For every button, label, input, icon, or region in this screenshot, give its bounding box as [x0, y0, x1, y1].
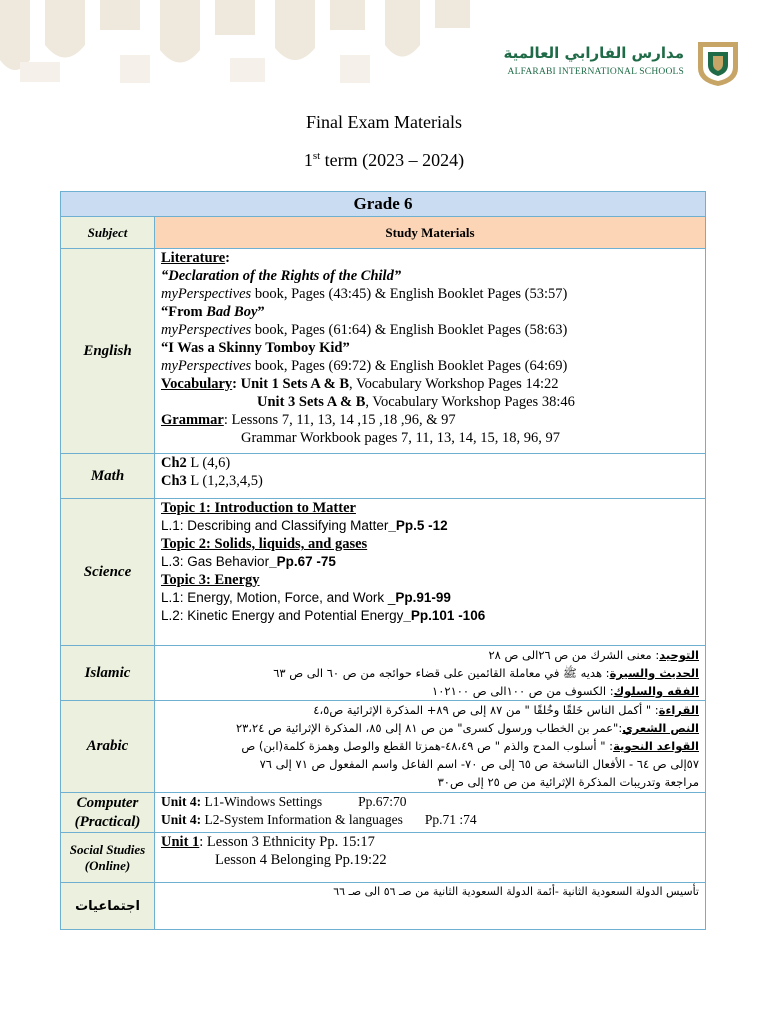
school-logo: [503, 38, 742, 88]
school-name-arabic: مدارس الفارابي العالمية: [503, 44, 684, 62]
table-row-math: [61, 454, 706, 499]
table-row-social-studies: [61, 833, 706, 883]
subject-islamic: Islamic: [61, 646, 155, 701]
computer-materials: Unit 4: L1-Windows Settings Pp.67:70 Unit 4: L2-System Information & languages Pp.71 :74: [155, 793, 706, 833]
subject-social-studies: Social Studies (Online): [61, 833, 155, 883]
table-row-computer: [61, 793, 706, 833]
arabic-materials: القراءة: " أكمل الناس خَلقًا وخُلقًا " من ٨٧ إلى ص ٨٩+ المذكرة الإثرائية ص٤،٥ النص الشعري:"عمر بن الخطاب ورسول كسرى" من ص ٨١ إلى ٨٥، المذكرة الإثرائية ص ٢٣،٢٤ القواعد النحوية: " أسلوب المدح والذم " ص ٤٨،٤٩-همزتا القطع والوصل وهمزة كلمة(ابن) ص ٥٧إلى ص ٦٤ - الأفعال الناسخة ص ٦٥ إلى ص ٧٠- اسم الفاعل واسم المفعول ص ٧١ إلى ٧٦ مراجعة وتدريبات المذكرة الإثرائية من ص ٢٥ إلى ص٣٠: [155, 701, 706, 793]
school-emblem-icon: [694, 38, 742, 88]
subject-ijtimaiyat: اجتماعيات: [61, 883, 155, 930]
table-row-english: [61, 249, 706, 454]
subject-arabic: Arabic: [61, 701, 155, 793]
header-decoration: [0, 0, 470, 90]
materials-column-header: Study Materials: [155, 217, 706, 249]
english-materials: Literature: “Declaration of the Rights of the Child” myPerspectives book, Pages (43:45) & English Booklet Pages (53:57) “From Bad Boy” myPerspectives book, Pages (61:64) & English Booklet Pages (58:63) “I Was a Skinny Tomboy Kid” myPerspectives book, Pages (69:72) & English Booklet Pages (64:69) Vocabulary: Unit 1 Sets A & B, Vocabulary Workshop Pages 14:22 Unit 3 Sets A & B, Vocabulary Workshop Pages 38:46 Grammar: Lessons 7, 11, 13, 14 ,15 ,18 ,96, & 97 Grammar Workbook pages 7, 11, 13, 14, 15, 18, 96, 97: [155, 249, 706, 454]
subject-computer: Computer (Practical): [61, 793, 155, 833]
term-line: 1st term (2023 – 2024): [303, 150, 465, 170]
math-materials: Ch2 L (4,6) Ch3 L (1,2,3,4,5): [155, 454, 706, 499]
school-name-english: ALFARABI INTERNATIONAL SCHOOLS: [507, 67, 684, 77]
table-row-ijtimaiyat: [61, 883, 706, 930]
science-materials: Topic 1: Introduction to Matter L.1: Describing and Classifying Matter_Pp.5 -12 Topic 2: Solids, liquids, and gases L.3: Gas Behavior_Pp.67 -75 Topic 3: Energy L.1: Energy, Motion, Force, and Work _Pp.91-99 L.2: Kinetic Energy and Potential Energy_Pp.101 -106: [155, 499, 706, 646]
subject-english: English: [61, 249, 155, 454]
subject-column-header: Subject: [61, 217, 155, 249]
table-row-arabic: [61, 701, 706, 793]
table-row-islamic: [61, 646, 706, 701]
exam-materials-table: [60, 191, 706, 930]
subject-math: Math: [61, 454, 155, 499]
subject-science: Science: [61, 499, 155, 646]
grade-heading: Grade 6: [61, 192, 706, 217]
ijtimaiyat-materials: تأسيس الدولة السعودية الثانية -أئمة الدولة السعودية الثانية من صـ ٥٦ الى صـ ٦٦: [155, 883, 706, 930]
table-row-science: [61, 499, 706, 646]
islamic-materials: التوحيد: معنى الشرك من ص ٢٦الى ص ٢٨ الحديث والسيرة: هديه ﷺ في معاملة القائمين على قضاء حوائجه من ص ٦٠ الى ص ٦٣ الفقه والسلوك: الكسوف من ص ١٠٠الى ص ١٠٢١٠٠: [155, 646, 706, 701]
social-studies-materials: Unit 1: Lesson 3 Ethnicity Pp. 15:17 Lesson 4 Belonging Pp.19:22: [155, 833, 706, 883]
document-title: Final Exam Materials: [306, 112, 462, 132]
